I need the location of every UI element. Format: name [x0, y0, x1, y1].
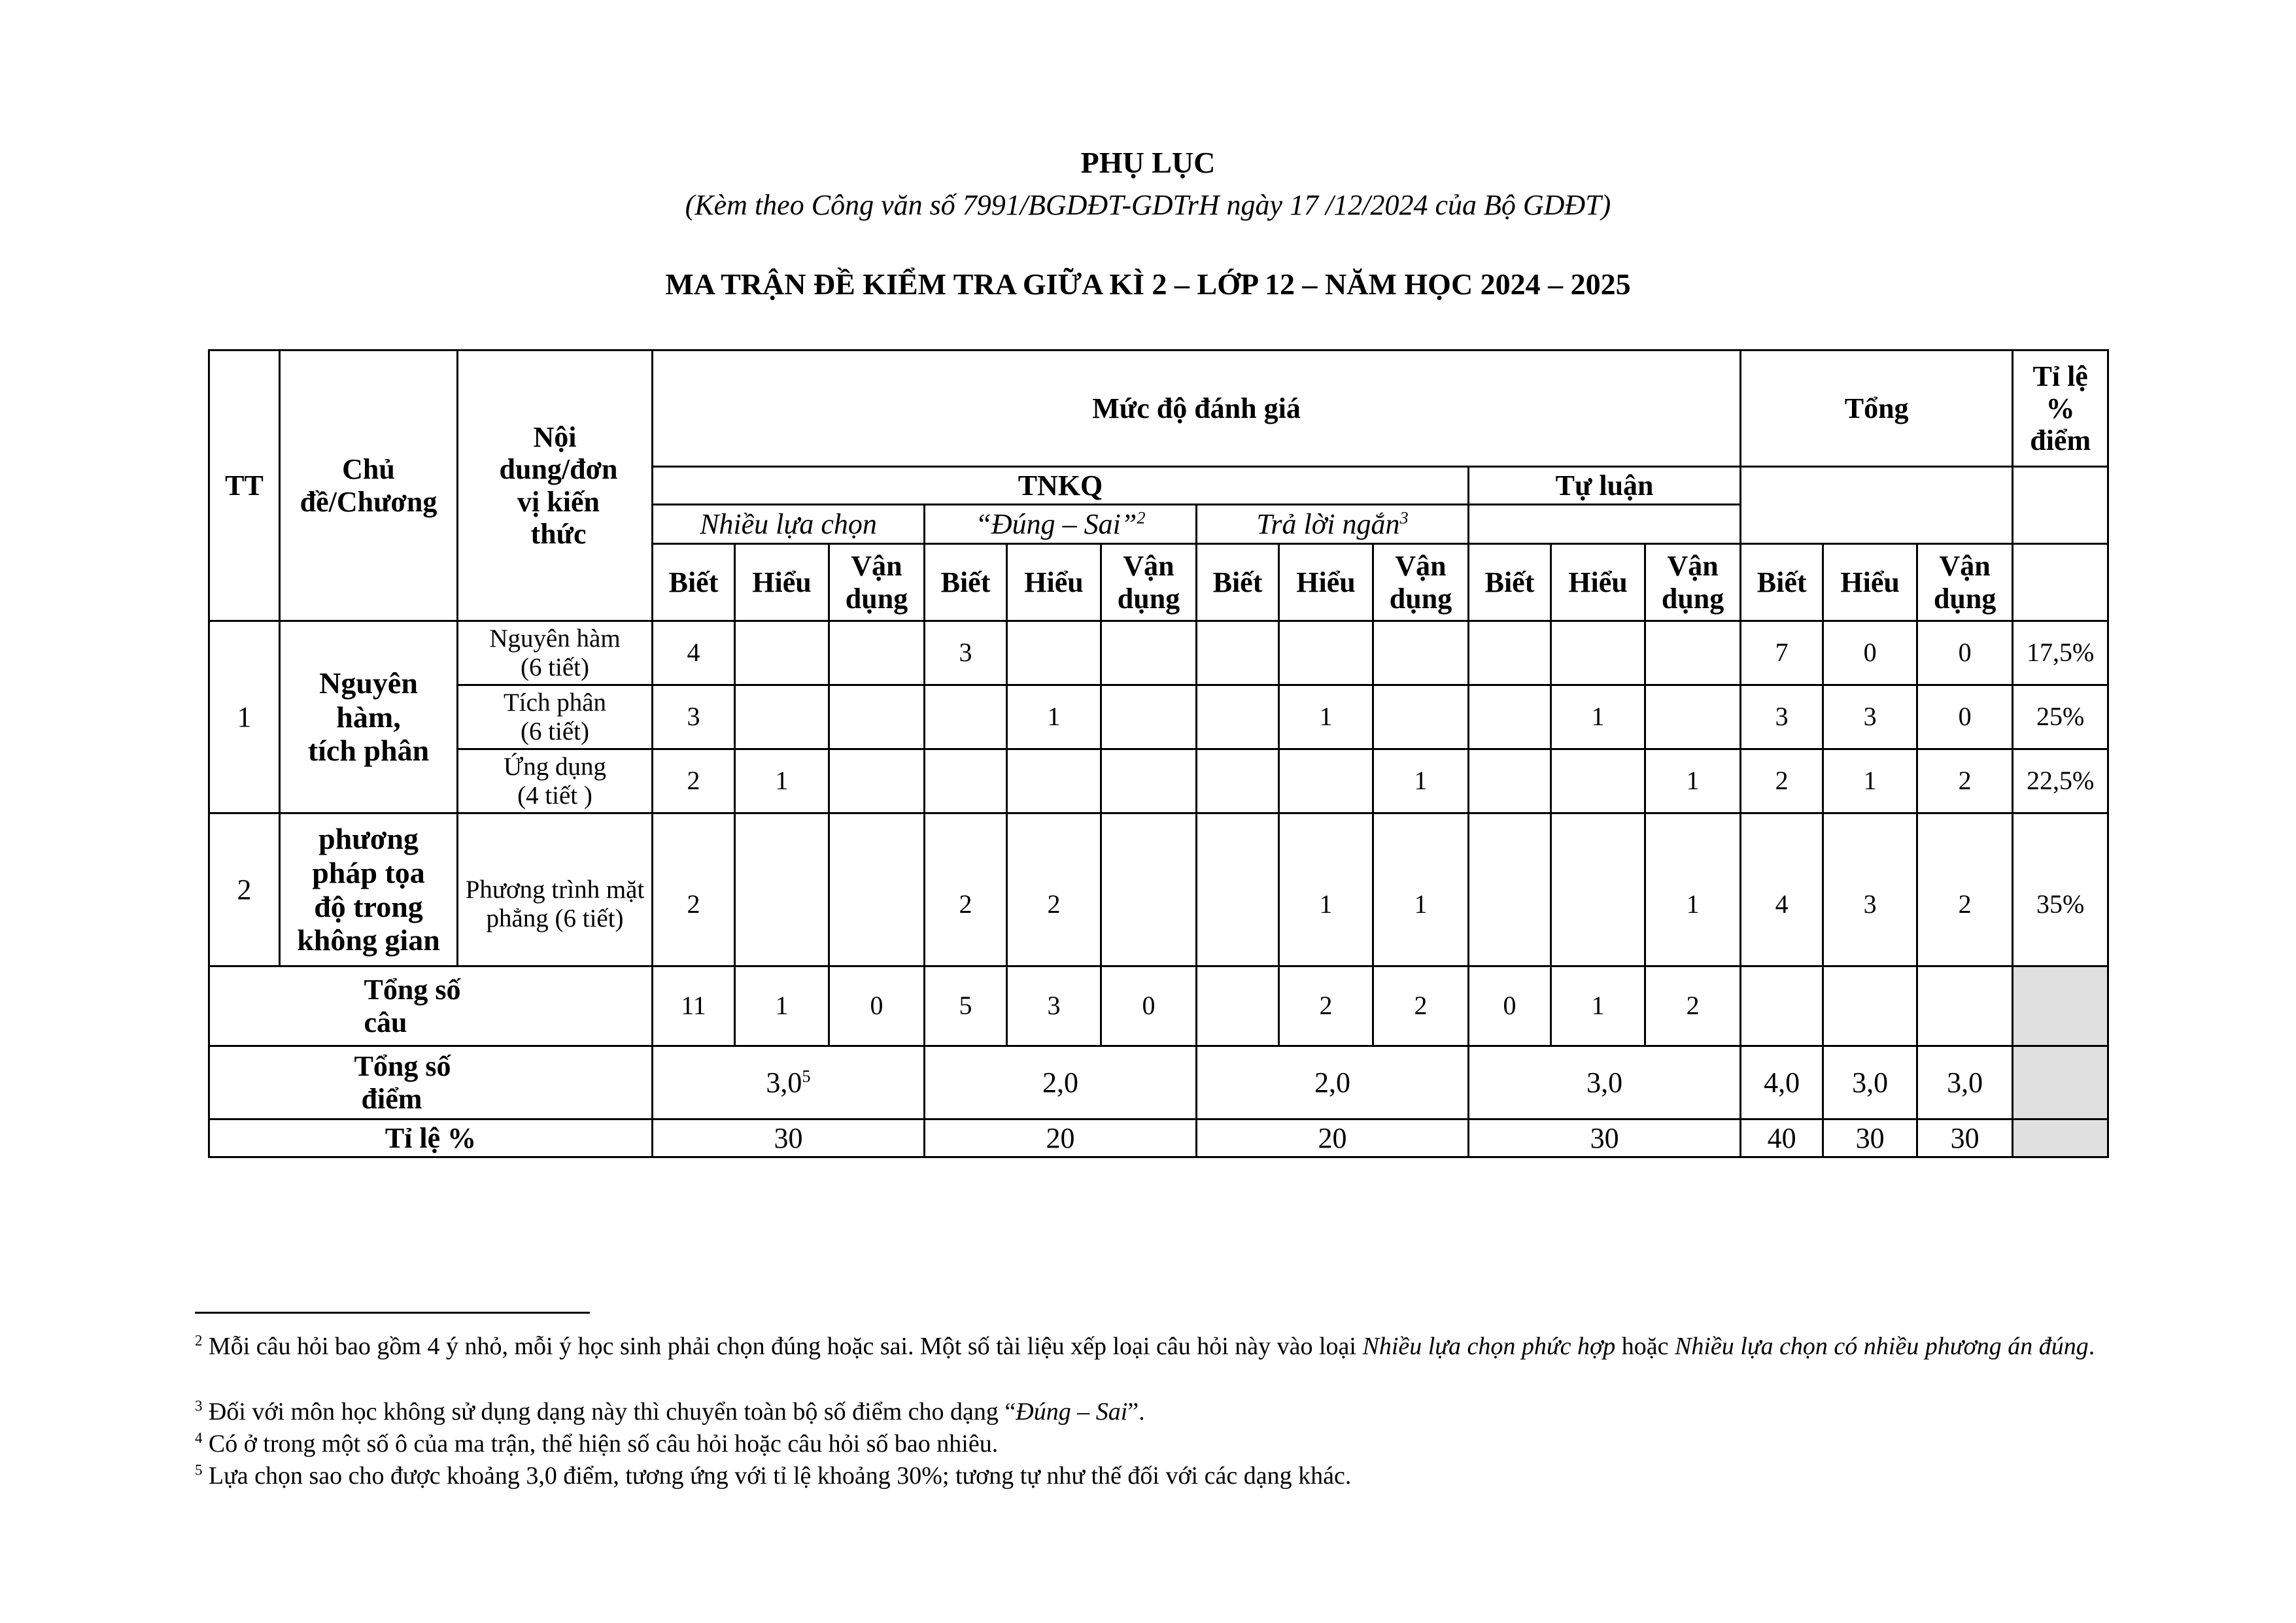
data-cell: [1101, 621, 1197, 685]
level-biet: Biết: [925, 544, 1007, 621]
table-row: [209, 813, 2108, 966]
data-cell: 2: [1279, 966, 1373, 1046]
total-points-row: [209, 1046, 2108, 1119]
ratio-cell: 17,5%: [2013, 621, 2108, 685]
data-cell: 4: [653, 621, 735, 685]
data-cell: [1469, 685, 1551, 749]
total-cell: 0: [1823, 621, 1917, 685]
ratio-label: Tỉ lệ %: [209, 1119, 653, 1157]
total-cell: 2: [1917, 749, 2013, 813]
data-cell: [1007, 749, 1101, 813]
empty-cell: [1917, 966, 2013, 1046]
total-cell: 3: [1823, 685, 1917, 749]
col-content-header: [458, 350, 653, 621]
data-cell: [1551, 621, 1645, 685]
total-cell: 2: [1917, 813, 2013, 966]
level-vandung: Vận dụng: [829, 544, 925, 621]
ratio-header-line2: %: [2046, 392, 2075, 424]
data-cell: 1: [1645, 749, 1741, 813]
data-cell: [1469, 813, 1551, 966]
data-cell: 2: [653, 813, 735, 966]
data-cell: [1551, 749, 1645, 813]
level-biet: Biết: [1469, 544, 1551, 621]
data-cell: 1: [1551, 685, 1645, 749]
total-cell: 1: [1823, 749, 1917, 813]
shaded-cell: [2013, 966, 2108, 1046]
col-content-line1: Nội: [533, 420, 577, 453]
data-cell: [829, 749, 925, 813]
level-vandung: Vận dụng: [1917, 544, 2013, 621]
header-row-1: [209, 350, 2108, 467]
short-answer-header: Trả lời ngắn$^3$: [1197, 505, 1469, 544]
ratio-biet: 40: [1741, 1119, 1823, 1157]
data-cell: 1: [1007, 685, 1101, 749]
data-cell: [829, 813, 925, 966]
data-cell: 2: [1645, 966, 1741, 1046]
data-cell: [925, 749, 1007, 813]
data-cell: [829, 685, 925, 749]
data-cell: 2: [653, 749, 735, 813]
data-cell: 1: [1373, 813, 1469, 966]
points-hieu: 3,0: [1823, 1046, 1917, 1119]
data-cell: [1197, 621, 1279, 685]
col-content-line2: dung/đơn: [499, 453, 618, 486]
table-row: [209, 749, 2108, 813]
data-cell: [1645, 621, 1741, 685]
data-cell: [829, 621, 925, 685]
data-cell: 1: [1645, 813, 1741, 966]
level-biet: Biết: [1197, 544, 1279, 621]
topic-name: Nguyên hàm, tích phân: [280, 621, 458, 813]
data-cell: 0: [1469, 966, 1551, 1046]
data-cell: [735, 621, 829, 685]
appendix-subtitle: (Kèm theo Công văn số 7991/BGDĐT-GDTrH ngày 17 /12/2024 của Bộ GDĐT): [685, 189, 1611, 221]
col-content-line4: thức: [530, 517, 587, 550]
footnote-5: $^5$ Lựa chọn sao cho được khoảng 3,0 điểm, tương ứng với tỉ lệ khoảng 30%; tương tự như thế đối với các dạng khác.: [195, 1461, 1352, 1490]
points-short-answer: 2,0: [1197, 1046, 1469, 1119]
table-row: [209, 685, 2108, 749]
data-cell: [1101, 813, 1197, 966]
col-topic-line2: đề/Chương: [300, 485, 437, 518]
data-cell: 1: [735, 966, 829, 1046]
level-hieu: Hiểu: [1007, 544, 1101, 621]
essay-blank: [1469, 505, 1741, 544]
data-cell: [1101, 685, 1197, 749]
total-points-label: Tổng số điểm: [209, 1046, 653, 1119]
data-cell: 1: [1279, 685, 1373, 749]
total-cell: 7: [1741, 621, 1823, 685]
multiple-choice-header: Nhiều lựa chọn: [653, 505, 925, 544]
data-cell: [735, 685, 829, 749]
content-cell: Phương trình mặt phẳng (6 tiết): [458, 813, 653, 966]
ratio-level-blank: [2013, 544, 2108, 621]
ratio-cell: 35%: [2013, 813, 2108, 966]
data-cell: 0: [1101, 966, 1197, 1046]
data-cell: [1373, 685, 1469, 749]
level-vandung: Vận dụng: [1373, 544, 1469, 621]
ratio-blank: [2013, 467, 2108, 544]
data-cell: [1101, 749, 1197, 813]
content-cell: Tích phân (6 tiết): [458, 685, 653, 749]
total-blank: [1741, 467, 2013, 544]
assessment-level-header: Mức độ đánh giá: [653, 350, 1741, 467]
topic-name: phương pháp tọa độ trong không gian: [280, 813, 458, 966]
table-row: [209, 621, 2108, 685]
data-cell: 11: [653, 966, 735, 1046]
shaded-cell: [2013, 1046, 2108, 1119]
ratio-cell: 22,5%: [2013, 749, 2108, 813]
total-header: Tổng: [1741, 350, 2013, 467]
data-cell: [1279, 749, 1373, 813]
data-cell: [735, 813, 829, 966]
data-cell: 2: [1373, 966, 1469, 1046]
ratio-multiple-choice: 30: [653, 1119, 925, 1157]
topic-number: 1: [209, 621, 280, 813]
matrix-title: MA TRẬN ĐỀ KIỂM TRA GIỮA KÌ 2 – LỚP 12 – NĂM HỌC 2024 – 2025: [665, 267, 1631, 301]
ratio-hieu: 30: [1823, 1119, 1917, 1157]
data-cell: [1197, 966, 1279, 1046]
col-tt-header: TT: [209, 350, 280, 621]
data-cell: 1: [735, 749, 829, 813]
ratio-cell: 25%: [2013, 685, 2108, 749]
data-cell: 0: [829, 966, 925, 1046]
points-biet: 4,0: [1741, 1046, 1823, 1119]
shaded-cell: [2013, 1119, 2108, 1157]
data-cell: 1: [1279, 813, 1373, 966]
points-vandung: 3,0: [1917, 1046, 2013, 1119]
data-cell: 1: [1373, 749, 1469, 813]
ratio-short-answer: 20: [1197, 1119, 1469, 1157]
ratio-header: [2013, 350, 2108, 467]
col-topic-line1: Chủ: [342, 453, 395, 486]
ratio-vandung: 30: [1917, 1119, 2013, 1157]
level-hieu: Hiểu: [735, 544, 829, 621]
footnote-4: $^4$ Có ở trong một số ô của ma trận, thể hiện số câu hỏi hoặc câu hỏi số bao nhiêu.: [195, 1429, 999, 1458]
level-vandung: Vận dụng: [1101, 544, 1197, 621]
points-multiple-choice: $3,0^5$: [653, 1046, 925, 1119]
footnote-3: $^3$ Đối với môn học không sử dụng dạng này thì chuyển toàn bộ số điểm cho dạng “Đúng – Sai”.: [195, 1397, 1145, 1426]
data-cell: [925, 685, 1007, 749]
topic-number: 2: [209, 813, 280, 966]
content-cell: Nguyên hàm (6 tiết): [458, 621, 653, 685]
level-hieu: Hiểu: [1823, 544, 1917, 621]
ratio-header-line3: điểm: [2030, 424, 2091, 457]
level-biet: Biết: [653, 544, 735, 621]
data-cell: 3: [1007, 966, 1101, 1046]
ratio-essay: 30: [1469, 1119, 1741, 1157]
data-cell: [1197, 813, 1279, 966]
data-cell: [1645, 685, 1741, 749]
level-vandung: Vận dụng: [1645, 544, 1741, 621]
level-hieu: Hiểu: [1551, 544, 1645, 621]
total-cell: 2: [1741, 749, 1823, 813]
points-true-false: 2,0: [925, 1046, 1197, 1119]
assessment-matrix-table: [208, 349, 2109, 1158]
level-hieu: Hiểu: [1279, 544, 1373, 621]
content-cell: Ứng dụng (4 tiết ): [458, 749, 653, 813]
tnkq-header: TNKQ: [653, 467, 1469, 505]
essay-header: Tự luận: [1469, 467, 1741, 505]
data-cell: 2: [925, 813, 1007, 966]
data-cell: 1: [1551, 966, 1645, 1046]
data-cell: [1007, 621, 1101, 685]
data-cell: 2: [1007, 813, 1101, 966]
footnote-divider: [195, 1312, 590, 1314]
total-questions-row: [209, 966, 2108, 1046]
empty-cell: [1823, 966, 1917, 1046]
data-cell: [1469, 749, 1551, 813]
data-cell: 5: [925, 966, 1007, 1046]
data-cell: [1279, 621, 1373, 685]
points-essay: 3,0: [1469, 1046, 1741, 1119]
data-cell: [1373, 621, 1469, 685]
level-biet: Biết: [1741, 544, 1823, 621]
ratio-header-line1: Tỉ lệ: [2032, 360, 2088, 392]
data-cell: [1469, 621, 1551, 685]
footnote-2: $^2$ Mỗi câu hỏi bao gồm 4 ý nhỏ, mỗi ý học sinh phải chọn đúng hoặc sai. Một số tài liệu xếp loại câu hỏi này vào loại Nhiều lựa chọn phức hợp hoặc Nhiều lựa chọn có nhiều phương án đúng.: [195, 1332, 2095, 1360]
total-cell: 0: [1917, 621, 2013, 685]
total-cell: 3: [1741, 685, 1823, 749]
data-cell: 3: [925, 621, 1007, 685]
data-cell: [1551, 813, 1645, 966]
col-topic-header: [280, 350, 458, 621]
data-cell: 3: [653, 685, 735, 749]
ratio-true-false: 20: [925, 1119, 1197, 1157]
empty-cell: [1741, 966, 1823, 1046]
total-cell: 3: [1823, 813, 1917, 966]
appendix-title: PHỤ LỤC: [1080, 146, 1216, 179]
total-cell: 0: [1917, 685, 2013, 749]
ratio-row: [209, 1119, 2108, 1157]
data-cell: [1197, 749, 1279, 813]
total-cell: 4: [1741, 813, 1823, 966]
col-content-line3: vị kiến: [517, 485, 600, 518]
total-questions-label: Tổng số câu: [209, 966, 653, 1046]
data-cell: [1197, 685, 1279, 749]
true-false-header: “Đúng – Sai”$^2$: [925, 505, 1197, 544]
